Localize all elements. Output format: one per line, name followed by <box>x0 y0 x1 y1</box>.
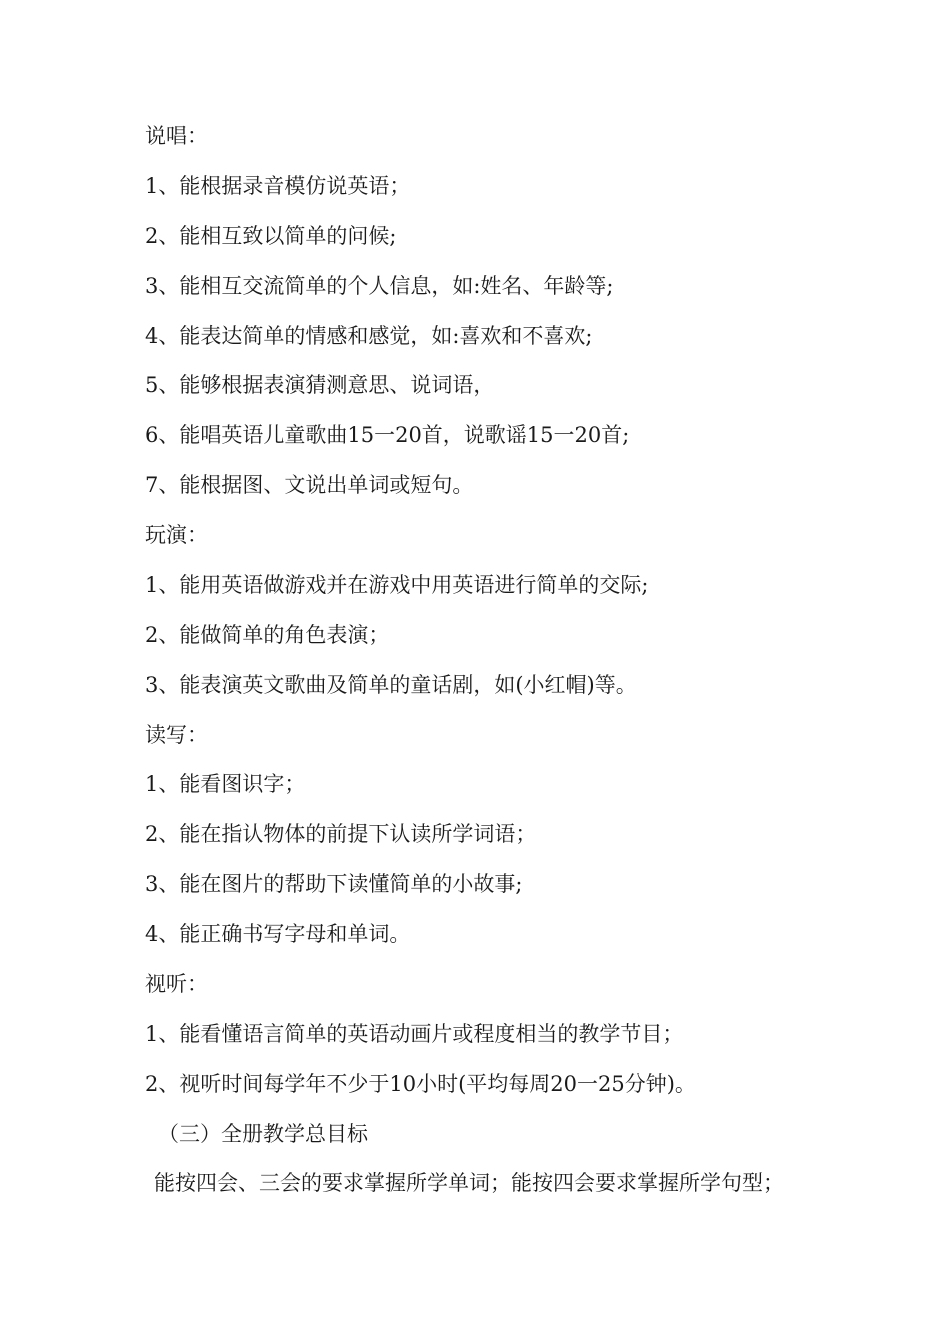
section-heading-shuochang: 说唱： <box>145 124 208 148</box>
list-item: 2、能在指认物体的前提下认读所学词语； <box>145 822 537 846</box>
list-item: 4、能表达简单的情感和感觉，如:喜欢和不喜欢; <box>145 324 593 348</box>
section-heading-wanyan: 玩演： <box>145 523 208 547</box>
list-item: 3、能相互交流简单的个人信息，如:姓名、年龄等; <box>145 274 614 298</box>
body-paragraph: 能按四会、三会的要求掌握所学单词；能按四会要求掌握所学句型； <box>154 1171 784 1195</box>
section-heading-duxie: 读写： <box>145 723 208 747</box>
list-item: 5、能够根据表演猜测意思、说词语， <box>145 373 495 397</box>
subheading: （三）全册教学总目标 <box>158 1122 368 1146</box>
list-item: 2、视听时间每学年不少于10小时(平均每周20一25分钟)。 <box>145 1072 696 1096</box>
list-item: 1、能看图识字； <box>145 772 306 796</box>
list-item: 6、能唱英语儿童歌曲15一20首，说歌谣15一20首; <box>145 423 630 447</box>
list-item: 1、能用英语做游戏并在游戏中用英语进行简单的交际; <box>145 573 649 597</box>
list-item: 2、能做简单的角色表演； <box>145 623 390 647</box>
list-item: 7、能根据图、文说出单词或短句。 <box>145 473 474 497</box>
section-heading-shiting: 视听： <box>145 972 208 996</box>
list-item: 1、能看懂语言简单的英语动画片或程度相当的教学节目； <box>145 1022 684 1046</box>
list-item: 1、能根据录音模仿说英语； <box>145 174 411 198</box>
list-item: 4、能正确书写字母和单词。 <box>145 922 411 946</box>
list-item: 3、能表演英文歌曲及简单的童话剧，如(小红帽)等。 <box>145 673 637 697</box>
list-item: 3、能在图片的帮助下读懂简单的小故事; <box>145 872 523 896</box>
list-item: 2、能相互致以简单的问候; <box>145 224 397 248</box>
